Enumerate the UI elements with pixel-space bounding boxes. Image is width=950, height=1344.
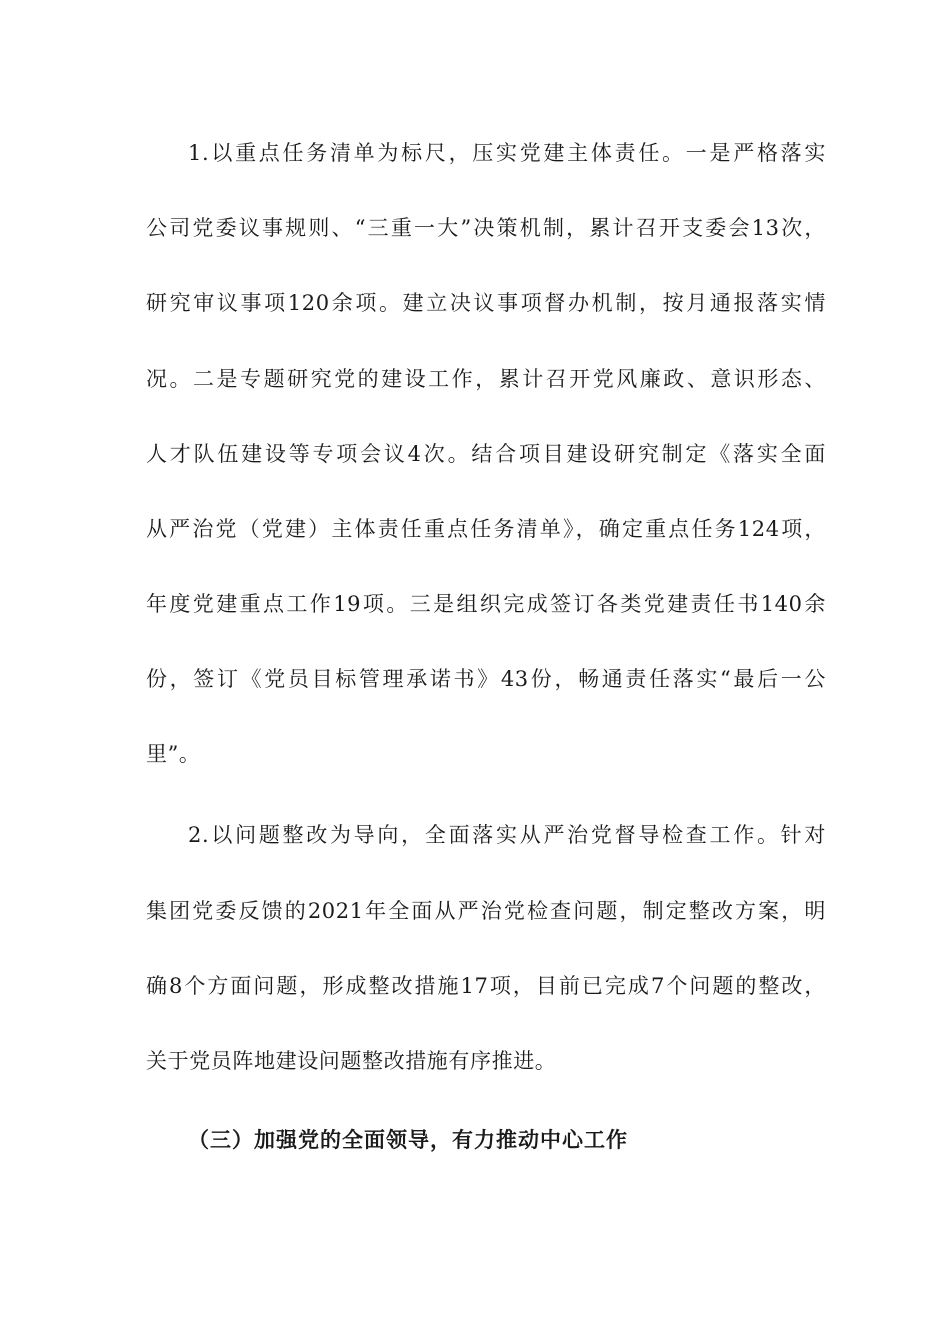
paragraph-line: 份，签订《党员目标管理承诺书》43份，畅通责任落实“最后一公 [146, 667, 826, 691]
paragraph-line: 2.以问题整改为导向，全面落实从严治党督导检查工作。针对 [188, 823, 826, 847]
paragraph-line: 人才队伍建设等专项会议4次。结合项目建设研究制定《落实全面 [146, 442, 826, 466]
paragraph-line: 关于党员阵地建设问题整改措施有序推进。 [146, 1049, 557, 1073]
paragraph-line: 1.以重点任务清单为标尺，压实党建主体责任。一是严格落实 [188, 141, 826, 165]
paragraph-line: 集团党委反馈的2021年全面从严治党检查问题，制定整改方案，明 [146, 899, 826, 923]
paragraph-line: 况。二是专题研究党的建设工作，累计召开党风廉政、意识形态、 [146, 367, 826, 391]
paragraph-line: 从严治党（党建）主体责任重点任务清单》，确定重点任务124项， [146, 517, 826, 541]
paragraph-line: 确8个方面问题，形成整改措施17项，目前已完成7个问题的整改， [146, 974, 826, 998]
paragraph-line: 研究审议事项120余项。建立决议事项督办机制，按月通报落实情 [146, 291, 826, 315]
paragraph-line: 里”。 [146, 742, 201, 766]
paragraph-line: 公司党委议事规则、“三重一大”决策机制，累计召开支委会13次， [146, 216, 826, 240]
paragraph-line: 年度党建重点工作19项。三是组织完成签订各类党建责任书140余 [146, 592, 826, 616]
section-heading: （三）加强党的全面领导，有力推动中心工作 [188, 1127, 628, 1152]
